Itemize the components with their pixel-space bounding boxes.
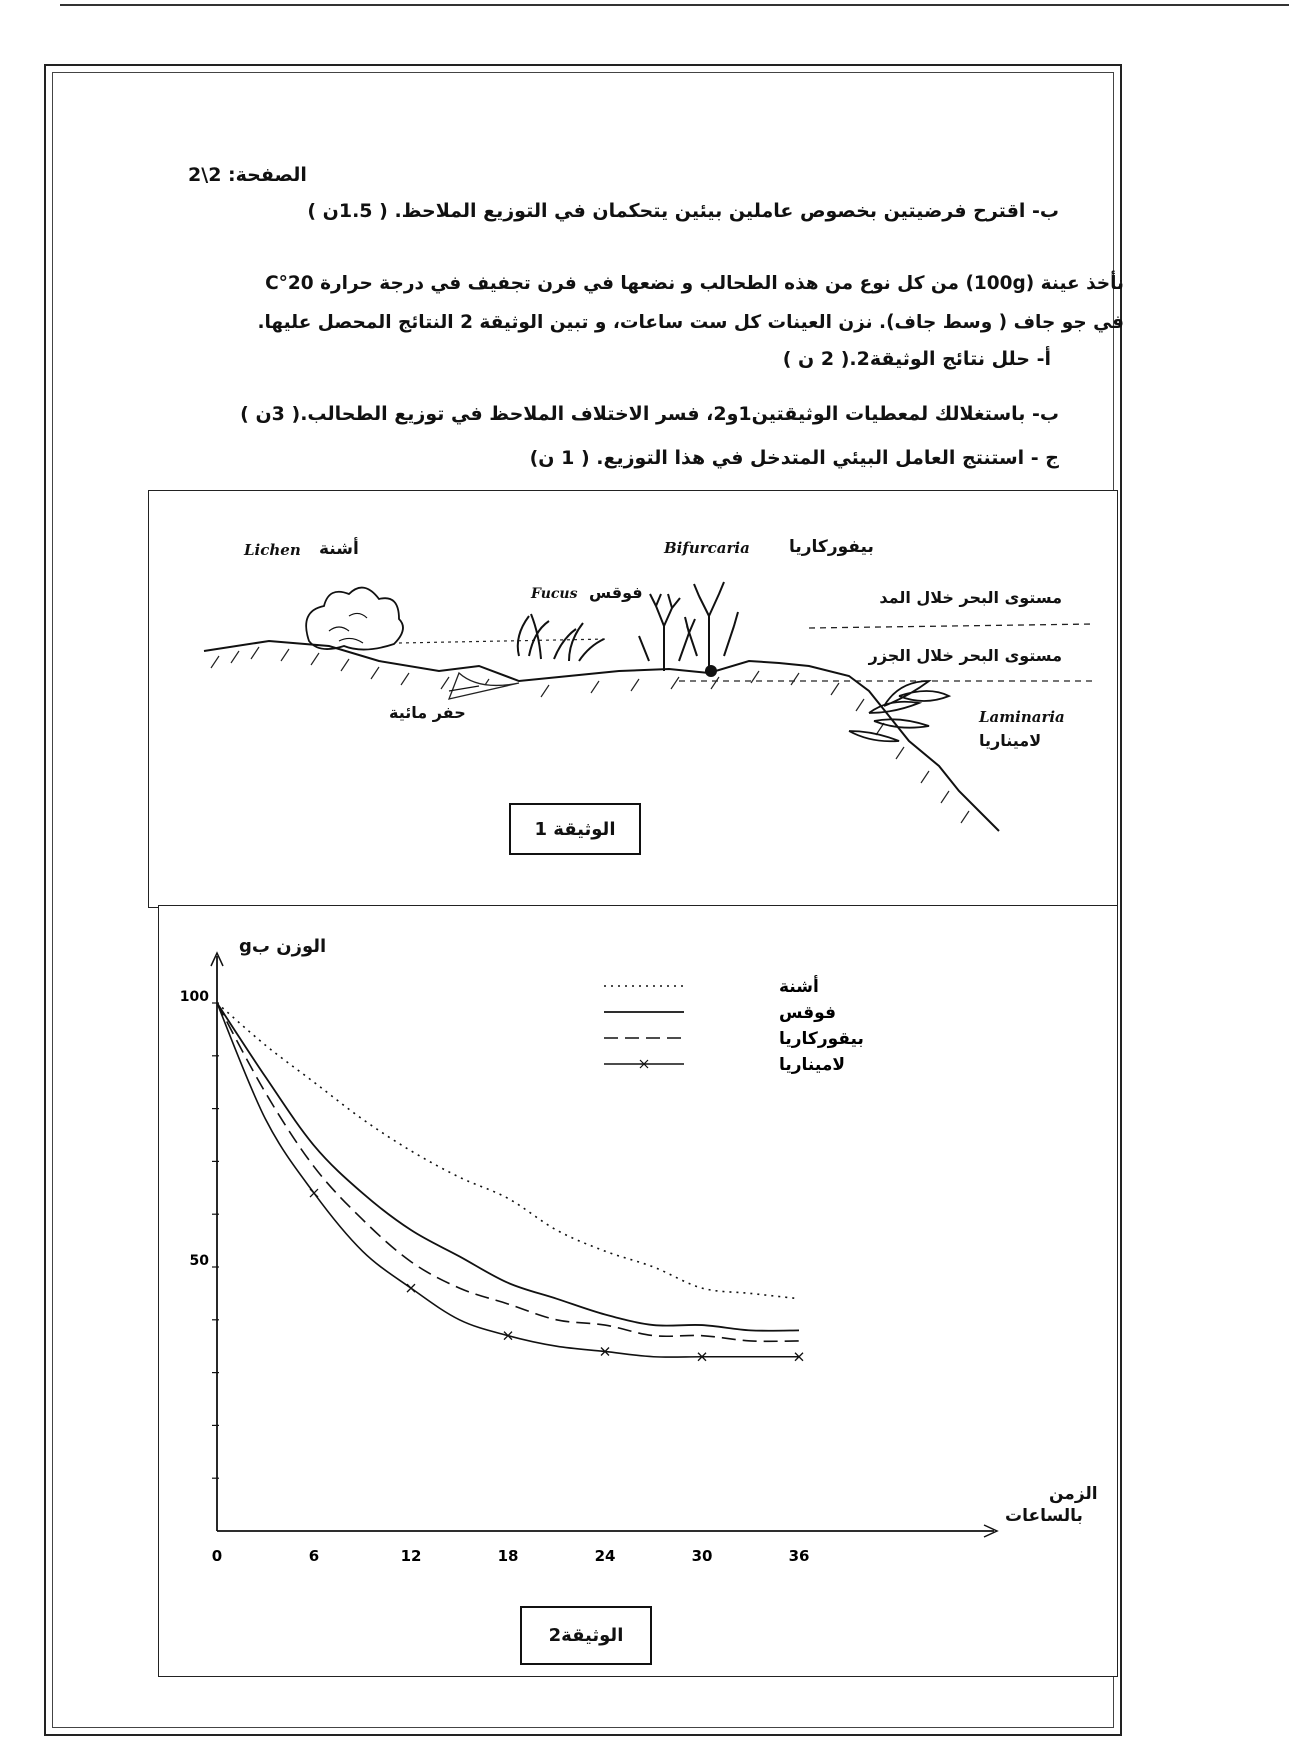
document-2-chart xyxy=(158,905,1118,1677)
document-2-caption: الوثيقة2 xyxy=(520,1606,652,1665)
experiment-line-2: في جو جاف ( وسط جاف). نزن العينات كل ست ساعات، و تبين الوثيقة 2 النتائج المحصل عليها. xyxy=(257,312,1124,333)
x-tick-label: 6 xyxy=(308,1547,320,1565)
experiment-line-1: نأخذ عينة (100g) من كل نوع من هذه الطحالب و نضعها في فرن تجفيف في درجة حرارة 20°C xyxy=(265,273,1124,294)
legend-label-2: فوقس xyxy=(779,1003,836,1023)
lichen-drawing xyxy=(306,588,403,650)
laminaria-drawing xyxy=(849,681,949,741)
bifurcaria-arabic-label: بيفوركاريا xyxy=(789,537,874,557)
x-tick-label: 36 xyxy=(788,1547,810,1565)
laminaria-arabic-label: لاميناريا xyxy=(979,731,1042,750)
high-tide-label: مستوى البحر خلال المد xyxy=(879,588,1062,607)
laminaria-latin-label: Laminaria xyxy=(979,708,1065,726)
bifurcaria-drawing xyxy=(639,582,738,671)
question-b: ب- باستغلالك لمعطيات الوثيقتين1و2، فسر الاختلاف الملاحظ في توزيع الطحالب.( 3ن ) xyxy=(240,403,1059,425)
legend-label-1: أشنة xyxy=(779,977,819,997)
shore-dotted-line xyxy=(399,639,609,643)
y-tick-label: 50 xyxy=(189,1253,209,1269)
question-b-hypotheses: ب- اقترح فرضيتين بخصوص عاملين بيئين يتحكمان في التوزيع الملاحظ. ( 1.5ن ) xyxy=(307,200,1059,222)
x-axis-label-line1: الزمن xyxy=(1049,1484,1098,1504)
low-tide-label: مستوى البحر خلال الجزر xyxy=(868,646,1062,665)
rock-pools-label: حفر مائية xyxy=(389,703,466,722)
series-line-2 xyxy=(217,1003,799,1331)
y-axis-label: الوزن بg xyxy=(239,936,327,957)
lichen-latin-label: Lichen xyxy=(244,541,301,559)
top-rule xyxy=(60,4,1289,6)
weight-loss-chart xyxy=(159,906,1119,1678)
bifurcaria-latin-label: Bifurcaria xyxy=(664,539,750,557)
y-tick-label: 100 xyxy=(179,989,209,1005)
series-marker xyxy=(310,1189,318,1197)
question-c: ج - استنتج العامل البيئي المتدخل في هذا التوزيع. ( 1 ن) xyxy=(529,447,1059,469)
fucus-arabic-label: فوقس xyxy=(589,583,643,602)
x-tick-label: 30 xyxy=(691,1547,713,1565)
legend-label-4: لاميناريا xyxy=(779,1055,845,1075)
question-a: أ- حلل نتائج الوثيقة2.( 2 ن ) xyxy=(782,348,1051,370)
x-axis-label-line2: بالساعات xyxy=(1005,1506,1083,1526)
fucus-drawing xyxy=(518,614,604,661)
x-tick-label: 24 xyxy=(594,1547,616,1565)
fucus-latin-label: Fucus xyxy=(531,586,578,602)
series-marker xyxy=(407,1284,415,1292)
lichen-texture xyxy=(329,613,367,643)
document-1-diagram xyxy=(148,490,1118,908)
legend-label-3: بيقوركاريا xyxy=(779,1029,864,1049)
bifurcaria-holdfast xyxy=(705,665,717,677)
series-line-1 xyxy=(217,1003,799,1299)
page-number: الصفحة: 2\2 xyxy=(188,164,307,186)
high-tide-line xyxy=(809,624,1094,628)
x-tick-label: 18 xyxy=(497,1547,519,1565)
x-tick-label: 0 xyxy=(211,1547,223,1565)
lichen-arabic-label: أشنة xyxy=(319,539,359,559)
x-tick-label: 12 xyxy=(400,1547,422,1565)
document-1-caption: الوثيقة 1 xyxy=(509,803,641,855)
series-line-3 xyxy=(217,1003,799,1341)
